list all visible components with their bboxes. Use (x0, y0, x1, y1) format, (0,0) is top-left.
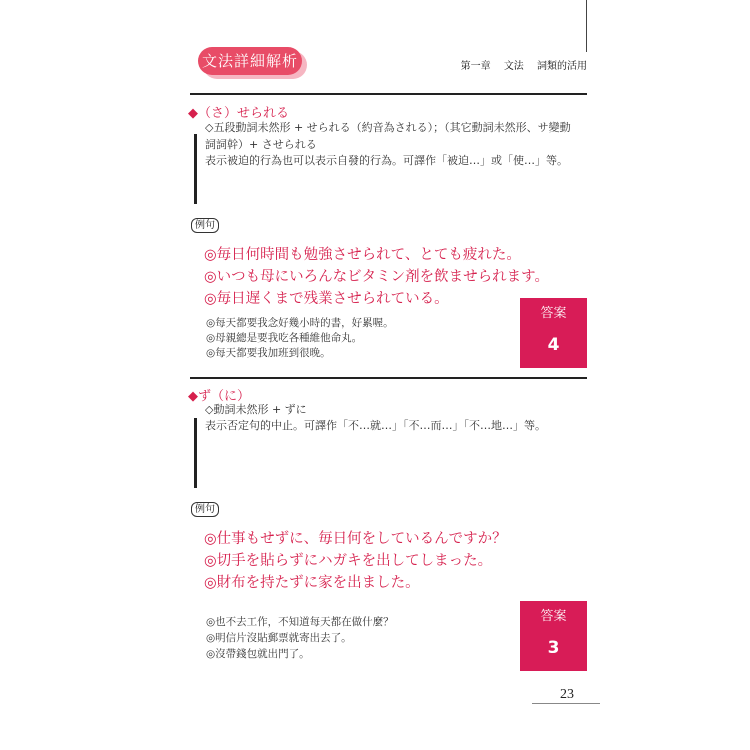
chapter-topic: 文法 (503, 61, 524, 72)
answer-box (520, 601, 587, 671)
answer-number: 4 (547, 335, 560, 355)
chapter-header (451, 57, 587, 72)
translation-line: ◎每天都要我念好幾小時的書，好累喔。 (206, 317, 394, 329)
example-sentence: ◎財布を持たずに家を出ました。 (204, 575, 420, 591)
grammar-rule: ◇動詞未然形 + ずに (205, 403, 307, 416)
section-divider (190, 377, 587, 379)
grammar-explanation: 表示否定句的中止。可譯作「不…就…」「不…而…」「不…地…」等。 (205, 419, 546, 432)
chapter-subtopic: 詞類的活用 (537, 61, 587, 72)
section-title-badge: 文法詳細解析 (198, 47, 302, 75)
example-sentence: ◎毎日遅くまで残業させられている。 (204, 291, 449, 307)
grammar-rule: ◇五段動詞未然形 + せられる（約音為される）；（其它動詞未然形、サ變動 (205, 121, 571, 134)
translation-line: ◎母親總是要我吃各種維他命丸。 (206, 332, 363, 344)
example-label: 例句 (191, 502, 219, 517)
grammar-explanation: 表示被迫的行為也可以表示自發的行為。可譯作「被迫…」或「使…」等。 (205, 154, 568, 167)
answer-label: 答案 (540, 609, 567, 624)
translation-line: ◎沒帶錢包就出門了。 (206, 648, 310, 660)
example-label: 例句 (191, 218, 219, 233)
page-number: 23 (560, 687, 574, 702)
translation-line: ◎明信片沒貼郵票就寄出去了。 (206, 632, 352, 644)
example-sentence: ◎毎日何時間も勉強させられて、とても疲れた。 (204, 247, 521, 263)
answer-label: 答案 (540, 306, 567, 321)
section-divider (190, 93, 587, 95)
explanation-bar (194, 134, 197, 204)
grammar-heading: ◆ず（に） (188, 389, 250, 404)
explanation-bar (194, 418, 197, 488)
translation-line: ◎也不去工作，不知道每天都在做什麼？ (206, 616, 394, 628)
page-edge-line (586, 0, 587, 52)
grammar-rule: 詞詞幹）+ させられる (205, 138, 317, 151)
translation-line: ◎每天都要我加班到很晚。 (206, 347, 331, 359)
answer-box (520, 298, 587, 368)
example-sentence: ◎仕事もせずに、毎日何をしているんですか？ (204, 531, 507, 547)
chapter-label: 第一章 (460, 61, 491, 72)
answer-number: 3 (547, 638, 560, 658)
example-sentence: ◎切手を貼らずにハガキを出してしまった。 (204, 553, 493, 569)
grammar-heading: ◆（さ）せられる (188, 106, 289, 121)
example-sentence: ◎いつも母にいろんなビタミン剤を飲ませられます。 (204, 269, 549, 285)
page-number-rule (532, 703, 600, 704)
